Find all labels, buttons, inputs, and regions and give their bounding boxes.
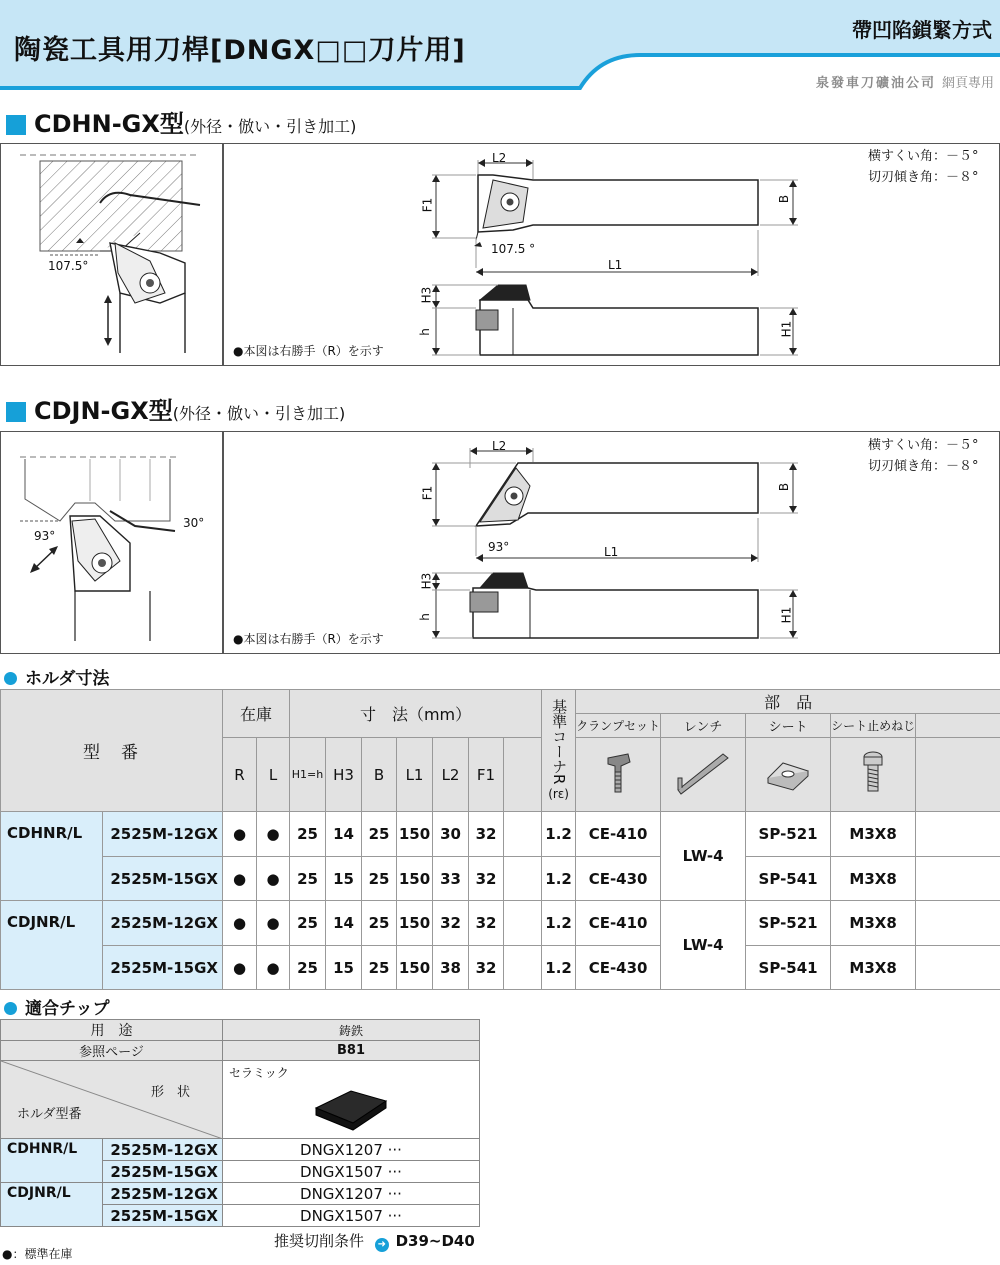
h1-cell: 25 [290, 812, 326, 857]
h3-cell: 14 [326, 812, 362, 857]
shop-note: 網頁專用 [941, 76, 994, 91]
cdhn-label-h3: H3 [419, 286, 434, 304]
section1-title [6, 104, 356, 139]
stock-r: ● [223, 946, 257, 990]
series-cdhn [1, 812, 103, 901]
empty-cell [916, 812, 1000, 857]
table-row [1, 901, 1000, 946]
l2-cell: 33 [433, 857, 469, 901]
ceramic-insert-icon [311, 1083, 391, 1133]
hdr-l1: L1 [397, 738, 433, 812]
section1-processing: (外径・倣い・引き加工) [183, 117, 357, 136]
model-cell: 2525M-15GX [103, 946, 223, 990]
hdr-model: 型 番 [1, 690, 223, 812]
hdr-seat-screw: シート止めねじ [831, 714, 916, 738]
hdr-corner-unit: (rε) [548, 786, 569, 801]
corner-cell: 1.2 [542, 857, 576, 901]
stock-l: ● [257, 812, 290, 857]
page-value: B81 [223, 1041, 480, 1061]
h1-cell: 25 [290, 946, 326, 990]
table-row [1, 857, 1000, 901]
page-title: 陶瓷工具用刀桿[DNGX□□刀片用] [14, 35, 466, 66]
series-cdjn [1, 901, 103, 990]
empty-cell [916, 946, 1000, 990]
chip-image-cell [223, 1061, 480, 1139]
b-cell: 25 [362, 901, 397, 946]
stock-r: ● [223, 857, 257, 901]
corner-cell: 1.2 [542, 946, 576, 990]
shop-name: 泉發車刀礦油公司 [815, 76, 936, 91]
h1-cell: 25 [290, 857, 326, 901]
hdr-corner-radius [542, 690, 576, 812]
h3-cell: 14 [326, 901, 362, 946]
empty-cell [504, 901, 542, 946]
table-row [1, 812, 1000, 857]
screw-cell: M3X8 [831, 901, 916, 946]
section1-type: 型 [159, 110, 184, 138]
seat-cell: SP-541 [746, 946, 831, 990]
series-label: CDHNR/L [7, 824, 83, 842]
chip-cell: DNGX1207 ··· [223, 1139, 480, 1161]
hdr-stock-l: L [257, 738, 290, 812]
cdhn-label-b: B [777, 194, 792, 204]
cdhn-label-l2: L2 [492, 151, 507, 165]
seat-cell: SP-521 [746, 812, 831, 857]
f1-cell: 32 [469, 901, 504, 946]
clamp-cell: CE-410 [576, 812, 661, 857]
cdjn-rake-angle: 横すくい角：－５° [868, 438, 979, 453]
cdjn-inclination-angle: 切刃傾き角：－８° [868, 459, 979, 474]
chip-cell: DNGX1507 ··· [223, 1161, 480, 1183]
hdr-stock: 在庫 [223, 690, 290, 738]
l1-cell: 150 [397, 857, 433, 901]
h3-cell: 15 [326, 946, 362, 990]
hdr-wrench: レンチ [661, 714, 746, 738]
section2-model: CDJN-GX [34, 397, 149, 425]
clamp-type-label: 帶凹陷鎖緊方式 [852, 18, 992, 42]
l1-cell: 150 [397, 812, 433, 857]
clamp-cell: CE-410 [576, 901, 661, 946]
empty-cell [504, 946, 542, 990]
stock-r: ● [223, 812, 257, 857]
series-cdhn: CDHNR/L [1, 1139, 103, 1183]
screw-cell: M3X8 [831, 812, 916, 857]
hdr-clamp-set: クランプセット [576, 714, 661, 738]
material-label: セラミック [229, 1066, 289, 1080]
b-cell: 25 [362, 812, 397, 857]
cdjn-label-approach: 93° [488, 540, 510, 554]
empty-cell [504, 857, 542, 901]
hdr-h1h: H1=h [290, 738, 326, 812]
cdjn-label-l2: L2 [492, 439, 507, 453]
l2-cell: 30 [433, 812, 469, 857]
cdhn-label-f1: F1 [420, 197, 435, 213]
section2-type: 型 [148, 397, 173, 425]
stock-l: ● [257, 901, 290, 946]
holder-dims-title-text: ホルダ寸法 [25, 669, 110, 689]
section2-processing: (外径・倣い・引き加工) [172, 404, 346, 423]
cdhn-approach-angle: 107.5° [48, 259, 89, 273]
chip-row [1, 1183, 480, 1205]
b-cell: 25 [362, 857, 397, 901]
cdjn-label-b: B [777, 482, 792, 492]
chips-title [4, 994, 110, 1019]
bullet-icon [4, 1002, 17, 1015]
hdr-empty [916, 738, 1000, 812]
section-square-icon [6, 402, 26, 422]
seat-screw-icon [831, 738, 916, 812]
l1-cell: 150 [397, 946, 433, 990]
hdr-blank [916, 714, 1000, 738]
section2-title [6, 391, 345, 426]
cutting-label: 推奨切削条件 [274, 1232, 365, 1250]
empty-cell [916, 901, 1000, 946]
cdjn-label-h: h [417, 613, 432, 621]
hdr-parts: 部 品 [576, 690, 1000, 714]
cdhn-rake-angle: 横すくい角：－５° [868, 149, 979, 164]
l2-cell: 32 [433, 901, 469, 946]
model-cell: 2525M-12GX [103, 1183, 223, 1205]
cdjn-label-f1: F1 [420, 485, 435, 501]
stock-l: ● [257, 946, 290, 990]
cdjn-label-l1: L1 [604, 545, 619, 559]
wrench-cell: LW-4 [661, 812, 746, 901]
hdr-dims: 寸 法（mm） [290, 690, 542, 738]
section-square-icon [6, 115, 26, 135]
diagonal-line [1, 1061, 223, 1139]
model-cell: 2525M-15GX [103, 1205, 223, 1227]
model-cell: 2525M-12GX [103, 1139, 223, 1161]
table-row [1, 946, 1000, 990]
cdhn-label-approach: 107.5 ° [491, 242, 536, 256]
cutting-ref: D39~D40 [395, 1232, 475, 1250]
section1-model: CDHN-GX [34, 110, 160, 138]
h3-cell: 15 [326, 857, 362, 901]
cutting-conditions-link[interactable] [274, 1230, 475, 1252]
cdhn-workpiece-figure [0, 143, 222, 366]
hdr-corner-text: 基準コーナR [550, 699, 569, 785]
cdjn-label-h3: H3 [419, 572, 434, 590]
f1-cell: 32 [469, 946, 504, 990]
holder-label: ホルダ型番 [17, 1107, 82, 1122]
model-cell: 2525M-15GX [103, 1161, 223, 1183]
wrench-cell: LW-4 [661, 901, 746, 990]
hdr-empty [504, 738, 542, 812]
corner-cell: 1.2 [542, 812, 576, 857]
h1-cell: 25 [290, 901, 326, 946]
stock-l: ● [257, 857, 290, 901]
shop-watermark [816, 72, 994, 91]
clamp-set-icon [576, 738, 661, 812]
shape-label: 形 状 [151, 1085, 191, 1100]
series-label: CDJNR/L [7, 913, 76, 931]
cdjn-relief-angle: 30° [183, 516, 205, 530]
b-cell: 25 [362, 946, 397, 990]
cdhn-label-h1: H1 [779, 320, 794, 338]
empty-cell [504, 812, 542, 857]
shape-holder-header [1, 1061, 223, 1139]
chips-table [0, 1019, 480, 1227]
chip-cell: DNGX1207 ··· [223, 1183, 480, 1205]
screw-cell: M3X8 [831, 946, 916, 990]
cdjn-approach-angle: 93° [34, 529, 56, 543]
chip-cell: DNGX1507 ··· [223, 1205, 480, 1227]
usage-value: 鋳鉄 [223, 1020, 480, 1041]
seat-icon [746, 738, 831, 812]
clamp-cell: CE-430 [576, 946, 661, 990]
diagram-divider [222, 143, 224, 366]
holder-dims-table [0, 689, 1000, 990]
model-cell: 2525M-12GX [103, 901, 223, 946]
empty-cell [916, 857, 1000, 901]
f1-cell: 32 [469, 857, 504, 901]
page-label: 参照ページ [1, 1041, 223, 1061]
screw-cell: M3X8 [831, 857, 916, 901]
hdr-stock-r: R [223, 738, 257, 812]
chip-row [1, 1139, 480, 1161]
clamp-cell: CE-430 [576, 857, 661, 901]
series-cdjn: CDJNR/L [1, 1183, 103, 1227]
cdhn-note: ●本図は右勝手（R）を示す [233, 344, 384, 358]
cdhn-label-l1: L1 [608, 258, 623, 272]
stock-legend: ●：標準在庫 [2, 1247, 73, 1261]
cdhn-inclination-angle: 切刃傾き角：－８° [868, 170, 979, 185]
hdr-b: B [362, 738, 397, 812]
cdhn-label-h: h [417, 328, 432, 336]
l1-cell: 150 [397, 901, 433, 946]
hdr-h3: H3 [326, 738, 362, 812]
wrench-icon [661, 738, 746, 812]
l2-cell: 38 [433, 946, 469, 990]
cdjn-label-h1: H1 [779, 606, 794, 624]
model-cell: 2525M-12GX [103, 812, 223, 857]
seat-cell: SP-541 [746, 857, 831, 901]
bullet-icon [4, 672, 17, 685]
model-cell: 2525M-15GX [103, 857, 223, 901]
arrow-circle-icon: ➜ [375, 1238, 389, 1252]
holder-dims-title [4, 664, 109, 689]
seat-cell: SP-521 [746, 901, 831, 946]
cdjn-note: ●本図は右勝手（R）を示す [233, 632, 384, 646]
f1-cell: 32 [469, 812, 504, 857]
hdr-l2: L2 [433, 738, 469, 812]
usage-label: 用 途 [1, 1020, 223, 1041]
hdr-seat: シート [746, 714, 831, 738]
stock-r: ● [223, 901, 257, 946]
hdr-f1: F1 [469, 738, 504, 812]
chips-title-text: 適合チップ [25, 999, 110, 1019]
diagram-divider [222, 431, 224, 654]
corner-cell: 1.2 [542, 901, 576, 946]
